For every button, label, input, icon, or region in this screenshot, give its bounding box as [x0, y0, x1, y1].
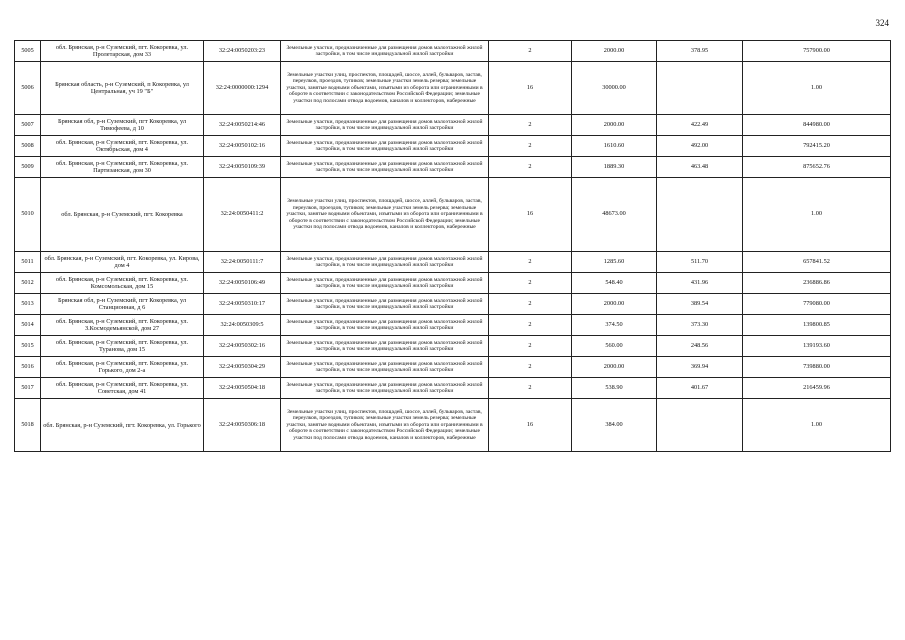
land-use-cell: Земельные участки, предназначенные для размещения домов малоэтажной жилой застройки, в том числе индивидуальной жилой застройки [281, 41, 489, 62]
row-number: 5005 [15, 41, 41, 62]
address-cell: обл. Брянская, р-н Суземский, пгт. Кокоревка, ул. Туранова, дом 15 [41, 336, 204, 357]
use-group-cell: 2 [489, 41, 572, 62]
page-number: 324 [875, 18, 889, 28]
area-cell: 2000.00 [572, 41, 657, 62]
use-group-cell: 16 [489, 399, 572, 452]
use-group-cell: 2 [489, 378, 572, 399]
row-number: 5016 [15, 357, 41, 378]
land-use-cell: Земельные участки, предназначенные для размещения домов малоэтажной жилой застройки, в том числе индивидуальной жилой застройки [281, 378, 489, 399]
specific-value-cell [657, 399, 743, 452]
cadastral-number-cell: 32:24:0050106:49 [204, 273, 281, 294]
specific-value-cell: 431.96 [657, 273, 743, 294]
cadastral-value-cell: 1.00 [743, 62, 891, 115]
cadastral-number-cell: 32:24:0000000:1294 [204, 62, 281, 115]
use-group-cell: 2 [489, 336, 572, 357]
address-cell: Брянская область, р-н Суземский, п Кокоревка, ул Центральная, уч 19 "Б" [41, 62, 204, 115]
area-cell: 48673.00 [572, 178, 657, 252]
land-use-cell: Земельные участки, предназначенные для размещения домов малоэтажной жилой застройки, в том числе индивидуальной жилой застройки [281, 115, 489, 136]
cadastral-number-cell: 32:24:0050109:39 [204, 157, 281, 178]
cadastral-value-cell: 657841.52 [743, 252, 891, 273]
area-cell: 2000.00 [572, 357, 657, 378]
cadastral-value-cell: 844980.00 [743, 115, 891, 136]
land-use-cell: Земельные участки, предназначенные для размещения домов малоэтажной жилой застройки, в том числе индивидуальной жилой застройки [281, 357, 489, 378]
land-use-cell: Земельные участки улиц, проспектов, площадей, шоссе, аллей, бульваров, застав, переулков, проездов, тупиков; земельные участки земель резерва; земельные участки, занятые водными объектами, изъятыми из оборота или ограниченными в обороте в соответствии с законодательством Российской Федерации; земельные участки под полосами отвода водоемов, каналов и коллекторов, набережные [281, 178, 489, 252]
area-cell: 548.40 [572, 273, 657, 294]
table-row [15, 136, 891, 157]
address-cell: Брянская обл, р-н Суземский, пгт Кокоревка, ул Тимофеева, д 10 [41, 115, 204, 136]
cadastral-number-cell: 32:24:0050214:46 [204, 115, 281, 136]
use-group-cell: 16 [489, 62, 572, 115]
cadastral-number-cell: 32:24:0050102:16 [204, 136, 281, 157]
use-group-cell: 2 [489, 252, 572, 273]
cadastral-value-cell: 739880.00 [743, 357, 891, 378]
row-number: 5010 [15, 178, 41, 252]
address-cell: обл. Брянская, р-н Суземский, пгт. Кокоревка, ул. З.Космодемьянской, дом 27 [41, 315, 204, 336]
cadastral-value-cell: 216459.96 [743, 378, 891, 399]
row-number: 5012 [15, 273, 41, 294]
address-cell: обл. Брянская, р-н Суземский, пгт. Кокоревка, ул. Горького, дом 2-а [41, 357, 204, 378]
land-use-cell: Земельные участки, предназначенные для размещения домов малоэтажной жилой застройки, в том числе индивидуальной жилой застройки [281, 336, 489, 357]
row-number: 5017 [15, 378, 41, 399]
cadastral-value-cell: 757900.00 [743, 41, 891, 62]
cadastral-number-cell: 32:24:0050302:16 [204, 336, 281, 357]
specific-value-cell: 463.48 [657, 157, 743, 178]
row-number: 5013 [15, 294, 41, 315]
cadastral-value-cell: 139193.60 [743, 336, 891, 357]
use-group-cell: 16 [489, 178, 572, 252]
land-use-cell: Земельные участки, предназначенные для размещения домов малоэтажной жилой застройки, в том числе индивидуальной жилой застройки [281, 136, 489, 157]
specific-value-cell: 422.49 [657, 115, 743, 136]
row-number: 5009 [15, 157, 41, 178]
address-cell: обл. Брянская, р-н Суземский, пгт. Кокоревка, ул. Партизанская, дом 30 [41, 157, 204, 178]
use-group-cell: 2 [489, 136, 572, 157]
specific-value-cell: 401.67 [657, 378, 743, 399]
row-number: 5006 [15, 62, 41, 115]
address-cell: обл. Брянская, р-н Суземский, пгт. Кокоревка, ул. Советская, дом 41 [41, 378, 204, 399]
cadastral-value-cell: 1.00 [743, 178, 891, 252]
address-cell: обл. Брянская, р-н Суземский, пгт. Кокоревка, ул. Октябрьская, дом 4 [41, 136, 204, 157]
table-row [15, 399, 891, 452]
area-cell: 30000.00 [572, 62, 657, 115]
table-row [15, 178, 891, 252]
table-body [15, 41, 891, 452]
cadastral-number-cell: 32:24:0050203:23 [204, 41, 281, 62]
address-cell: Брянская обл, р-н Суземский, пгт Кокоревка, ул Станционная, д 6 [41, 294, 204, 315]
area-cell: 2000.00 [572, 294, 657, 315]
table-row [15, 62, 891, 115]
area-cell: 1285.60 [572, 252, 657, 273]
cadastral-value-cell: 792415.20 [743, 136, 891, 157]
cadastral-number-cell: 32:24:0050304:29 [204, 357, 281, 378]
use-group-cell: 2 [489, 273, 572, 294]
cadastral-value-cell: 875652.76 [743, 157, 891, 178]
row-number: 5008 [15, 136, 41, 157]
cadastral-value-table [14, 40, 891, 452]
row-number: 5018 [15, 399, 41, 452]
cadastral-number-cell: 32:24:0050111:7 [204, 252, 281, 273]
cadastral-number-cell: 32:24:0050310:17 [204, 294, 281, 315]
specific-value-cell [657, 62, 743, 115]
cadastral-value-cell: 779080.00 [743, 294, 891, 315]
table-row [15, 252, 891, 273]
specific-value-cell [657, 178, 743, 252]
land-use-cell: Земельные участки улиц, проспектов, площадей, шоссе, аллей, бульваров, застав, переулков, проездов, тупиков; земельные участки земель резерва; земельные участки, занятые водными объектами, изъятыми из оборота или ограниченными в обороте в соответствии с законодательством Российской Федерации; земельные участки под полосами отвода водоемов, каналов и коллекторов, набережные [281, 62, 489, 115]
area-cell: 384.00 [572, 399, 657, 452]
address-cell: обл. Брянская, р-н Суземский, пгт. Кокоревка, ул. Горького [41, 399, 204, 452]
table-row [15, 115, 891, 136]
specific-value-cell: 369.94 [657, 357, 743, 378]
address-cell: обл. Брянская, р-н Суземский, пгт. Кокоревка, ул. Кирова, дом 4 [41, 252, 204, 273]
use-group-cell: 2 [489, 115, 572, 136]
area-cell: 1889.30 [572, 157, 657, 178]
specific-value-cell: 373.30 [657, 315, 743, 336]
row-number: 5014 [15, 315, 41, 336]
specific-value-cell: 248.56 [657, 336, 743, 357]
address-cell: обл. Брянская, р-н Суземский, пгт. Кокоревка [41, 178, 204, 252]
table-row [15, 157, 891, 178]
area-cell: 374.50 [572, 315, 657, 336]
land-use-cell: Земельные участки, предназначенные для размещения домов малоэтажной жилой застройки, в том числе индивидуальной жилой застройки [281, 294, 489, 315]
cadastral-number-cell: 32:24:0050411:2 [204, 178, 281, 252]
specific-value-cell: 378.95 [657, 41, 743, 62]
row-number: 5011 [15, 252, 41, 273]
specific-value-cell: 492.00 [657, 136, 743, 157]
cadastral-value-cell: 236886.86 [743, 273, 891, 294]
cadastral-value-cell: 139800.85 [743, 315, 891, 336]
row-number: 5007 [15, 115, 41, 136]
table-row [15, 315, 891, 336]
land-use-cell: Земельные участки, предназначенные для размещения домов малоэтажной жилой застройки, в том числе индивидуальной жилой застройки [281, 252, 489, 273]
address-cell: обл. Брянская, р-н Суземский, пгт. Кокоревка, ул. Пролетарская, дом 33 [41, 41, 204, 62]
use-group-cell: 2 [489, 357, 572, 378]
land-use-cell: Земельные участки, предназначенные для размещения домов малоэтажной жилой застройки, в том числе индивидуальной жилой застройки [281, 315, 489, 336]
table-row [15, 357, 891, 378]
table-row [15, 273, 891, 294]
land-use-cell: Земельные участки, предназначенные для размещения домов малоэтажной жилой застройки, в том числе индивидуальной жилой застройки [281, 273, 489, 294]
cadastral-number-cell: 32:24:0050504:18 [204, 378, 281, 399]
land-use-cell: Земельные участки, предназначенные для размещения домов малоэтажной жилой застройки, в том числе индивидуальной жилой застройки [281, 157, 489, 178]
specific-value-cell: 511.70 [657, 252, 743, 273]
row-number: 5015 [15, 336, 41, 357]
table-row [15, 294, 891, 315]
address-cell: обл. Брянская, р-н Суземский, пгт. Кокоревка, ул. Комсомольская, дом 15 [41, 273, 204, 294]
area-cell: 560.00 [572, 336, 657, 357]
cadastral-number-cell: 32:24:0050309:5 [204, 315, 281, 336]
cadastral-number-cell: 32:24:0050306:18 [204, 399, 281, 452]
use-group-cell: 2 [489, 315, 572, 336]
use-group-cell: 2 [489, 157, 572, 178]
cadastral-value-cell: 1.00 [743, 399, 891, 452]
area-cell: 1610.60 [572, 136, 657, 157]
area-cell: 2000.00 [572, 115, 657, 136]
table-row [15, 41, 891, 62]
table-row [15, 336, 891, 357]
specific-value-cell: 389.54 [657, 294, 743, 315]
table-row [15, 378, 891, 399]
land-use-cell: Земельные участки улиц, проспектов, площадей, шоссе, аллей, бульваров, застав, переулков, проездов, тупиков; земельные участки земель резерва; земельные участки, занятые водными объектами, изъятыми из оборота или ограниченными в обороте в соответствии с законодательством Российской Федерации; земельные участки под полосами отвода водоемов, каналов и коллекторов, набережные [281, 399, 489, 452]
use-group-cell: 2 [489, 294, 572, 315]
area-cell: 538.90 [572, 378, 657, 399]
